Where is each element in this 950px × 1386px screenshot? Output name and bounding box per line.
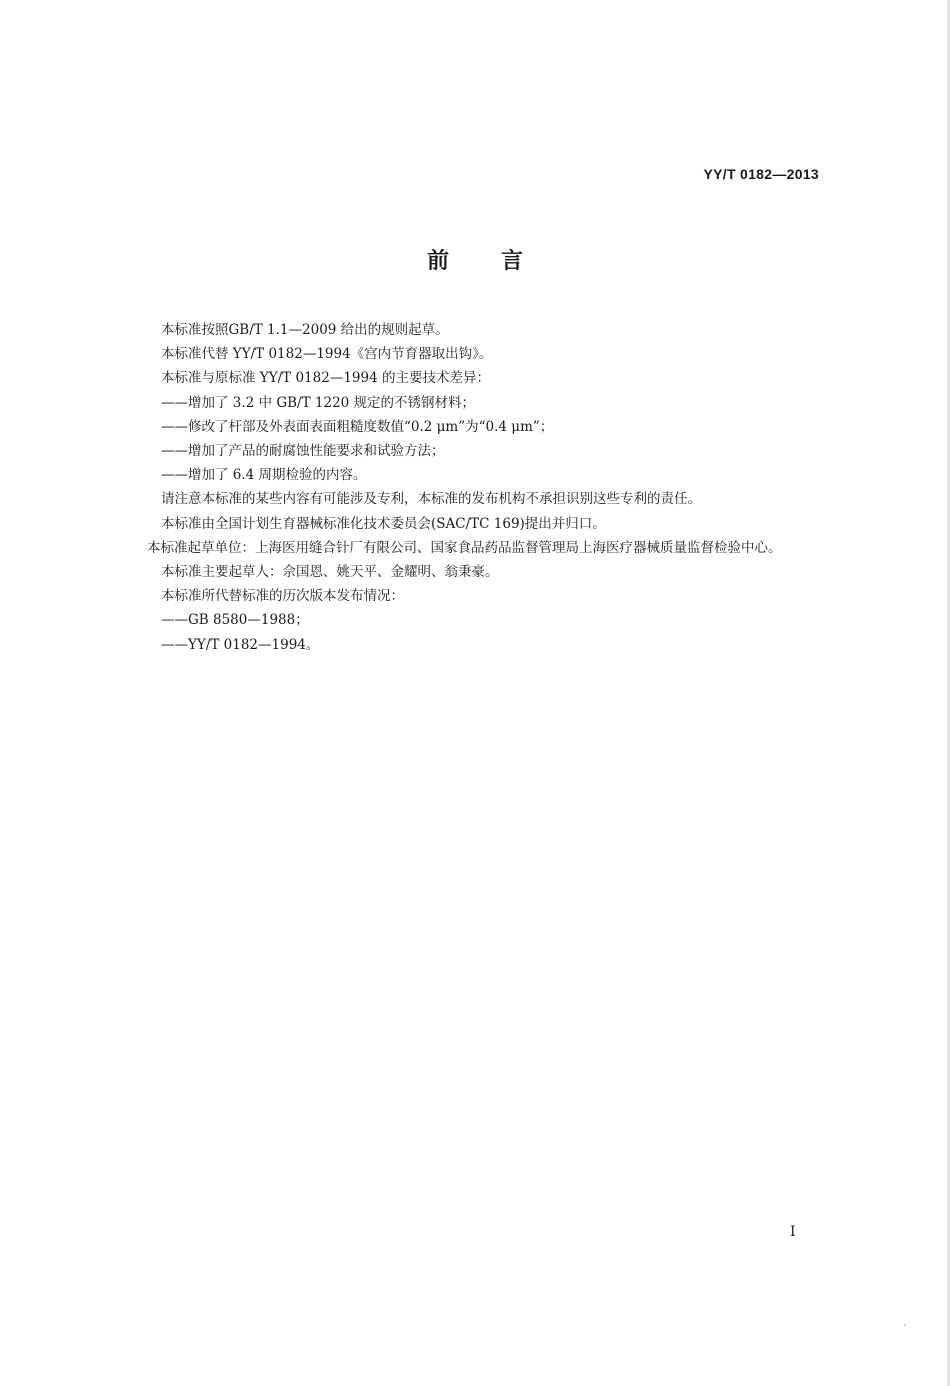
list-item: ——增加了 6.4 周期检验的内容。 [161,467,367,484]
paragraph: 本标准起草单位：上海医用缝合针厂有限公司、国家食品药品监督管理局上海医疗器械质量监督检验中心。 [147,539,782,556]
list-item: ——增加了 3.2 中 GB/T 1220 规定的不锈钢材料； [161,394,476,411]
paragraph: 本标准主要起草人：佘国恩、姚天平、金耀明、翁秉豪。 [161,564,499,581]
list-item: ——YY/T 0182—1994。 [161,636,320,653]
paragraph: 本标准所代替标准的历次版本发布情况： [161,588,404,605]
scan-speck [904,1324,906,1326]
paragraph: 本标准与原标准 YY/T 0182—1994 的主要技术差异： [161,370,490,387]
page-number: I [790,1224,796,1240]
list-item: ——GB 8580—1988； [161,612,309,629]
paragraph: 本标准代替 YY/T 0182—1994《宫内节育器取出钩》。 [161,346,493,363]
section-title: 前言 [426,249,575,274]
paragraph: 本标准按照GB/T 1.1—2009 给出的规则起草。 [161,322,449,338]
list-item: ——增加了产品的耐腐蚀性能要求和试验方法； [161,443,445,460]
standard-number: YY/T 0182—2013 [703,166,819,182]
paragraph: 请注意本标准的某些内容有可能涉及专利，本标准的发布机构不承担识别这些专利的责任。 [161,491,701,508]
foreword-body [133,318,833,657]
paragraph: 本标准由全国计划生育器械标准化技术委员会(SAC/TC 169)提出并归口。 [161,515,606,532]
list-item: ——修改了杆部及外表面表面粗糙度数值“0.2 μm”为“0.4 μm”； [161,418,554,435]
